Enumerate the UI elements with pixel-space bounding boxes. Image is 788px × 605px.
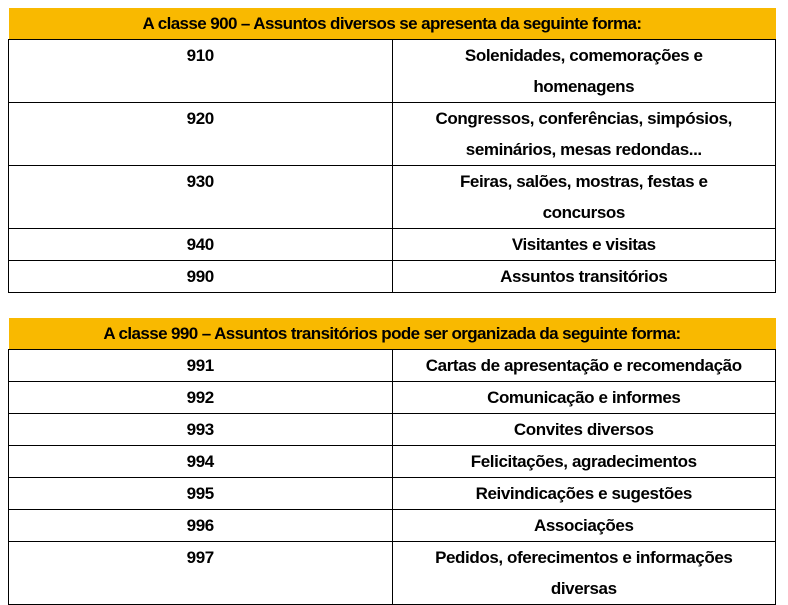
- class-description: [392, 510, 776, 542]
- table-row: [9, 40, 776, 103]
- class-code: 997: [9, 542, 393, 605]
- class-description: [392, 414, 776, 446]
- description-line: Reivindicações e sugestões: [475, 484, 692, 503]
- class-code: 992: [9, 382, 393, 414]
- table-header: A classe 900 – Assuntos diversos se apresenta da seguinte forma:: [9, 9, 776, 40]
- description-line: Congressos, conferências, simpósios,: [435, 109, 732, 128]
- table-row: [9, 542, 776, 605]
- class-description: [392, 446, 776, 478]
- description-line: homenagens: [533, 77, 635, 96]
- description-line: Solenidades, comemorações e: [464, 46, 703, 65]
- table-header-row: [9, 319, 776, 350]
- class-description: [392, 478, 776, 510]
- description-line: Associações: [533, 516, 634, 535]
- class-code: 910: [9, 40, 393, 103]
- table-row: [9, 478, 776, 510]
- classe-900-table: [8, 8, 776, 293]
- description-line: diversas: [550, 579, 617, 598]
- classe-990-table: [8, 318, 776, 605]
- table-row: [9, 103, 776, 166]
- class-description: [392, 166, 776, 229]
- class-code: 930: [9, 166, 393, 229]
- table-row: [9, 382, 776, 414]
- description-line: Convites diversos: [513, 420, 654, 439]
- description-line: seminários, mesas redondas...: [465, 140, 702, 159]
- class-code: 990: [9, 261, 393, 293]
- description-line: Comunicação e informes: [487, 388, 681, 407]
- class-code: 993: [9, 414, 393, 446]
- table-row: [9, 229, 776, 261]
- class-description: [392, 40, 776, 103]
- class-code: 994: [9, 446, 393, 478]
- description-line: Assuntos transitórios: [500, 267, 668, 286]
- description-line: Visitantes e visitas: [511, 235, 656, 254]
- description-line: Felicitações, agradecimentos: [470, 452, 697, 471]
- class-description: [392, 229, 776, 261]
- description-line: Feiras, salões, mostras, festas e: [459, 172, 708, 191]
- table-row: [9, 350, 776, 382]
- class-description: [392, 103, 776, 166]
- table-row: [9, 510, 776, 542]
- class-description: [392, 542, 776, 605]
- table-row: [9, 446, 776, 478]
- class-description: [392, 350, 776, 382]
- class-code: 940: [9, 229, 393, 261]
- table-row: [9, 166, 776, 229]
- description-line: concursos: [542, 203, 625, 222]
- table-row: [9, 414, 776, 446]
- description-line: Pedidos, oferecimentos e informações: [435, 548, 733, 567]
- description-line: Cartas de apresentação e recomendação: [425, 356, 742, 375]
- class-description: [392, 261, 776, 293]
- class-code: 996: [9, 510, 393, 542]
- class-code: 991: [9, 350, 393, 382]
- table-header: A classe 990 – Assuntos transitórios pode ser organizada da seguinte forma:: [9, 319, 776, 350]
- class-code: 920: [9, 103, 393, 166]
- table-header-row: [9, 9, 776, 40]
- table-row: [9, 261, 776, 293]
- class-code: 995: [9, 478, 393, 510]
- class-description: [392, 382, 776, 414]
